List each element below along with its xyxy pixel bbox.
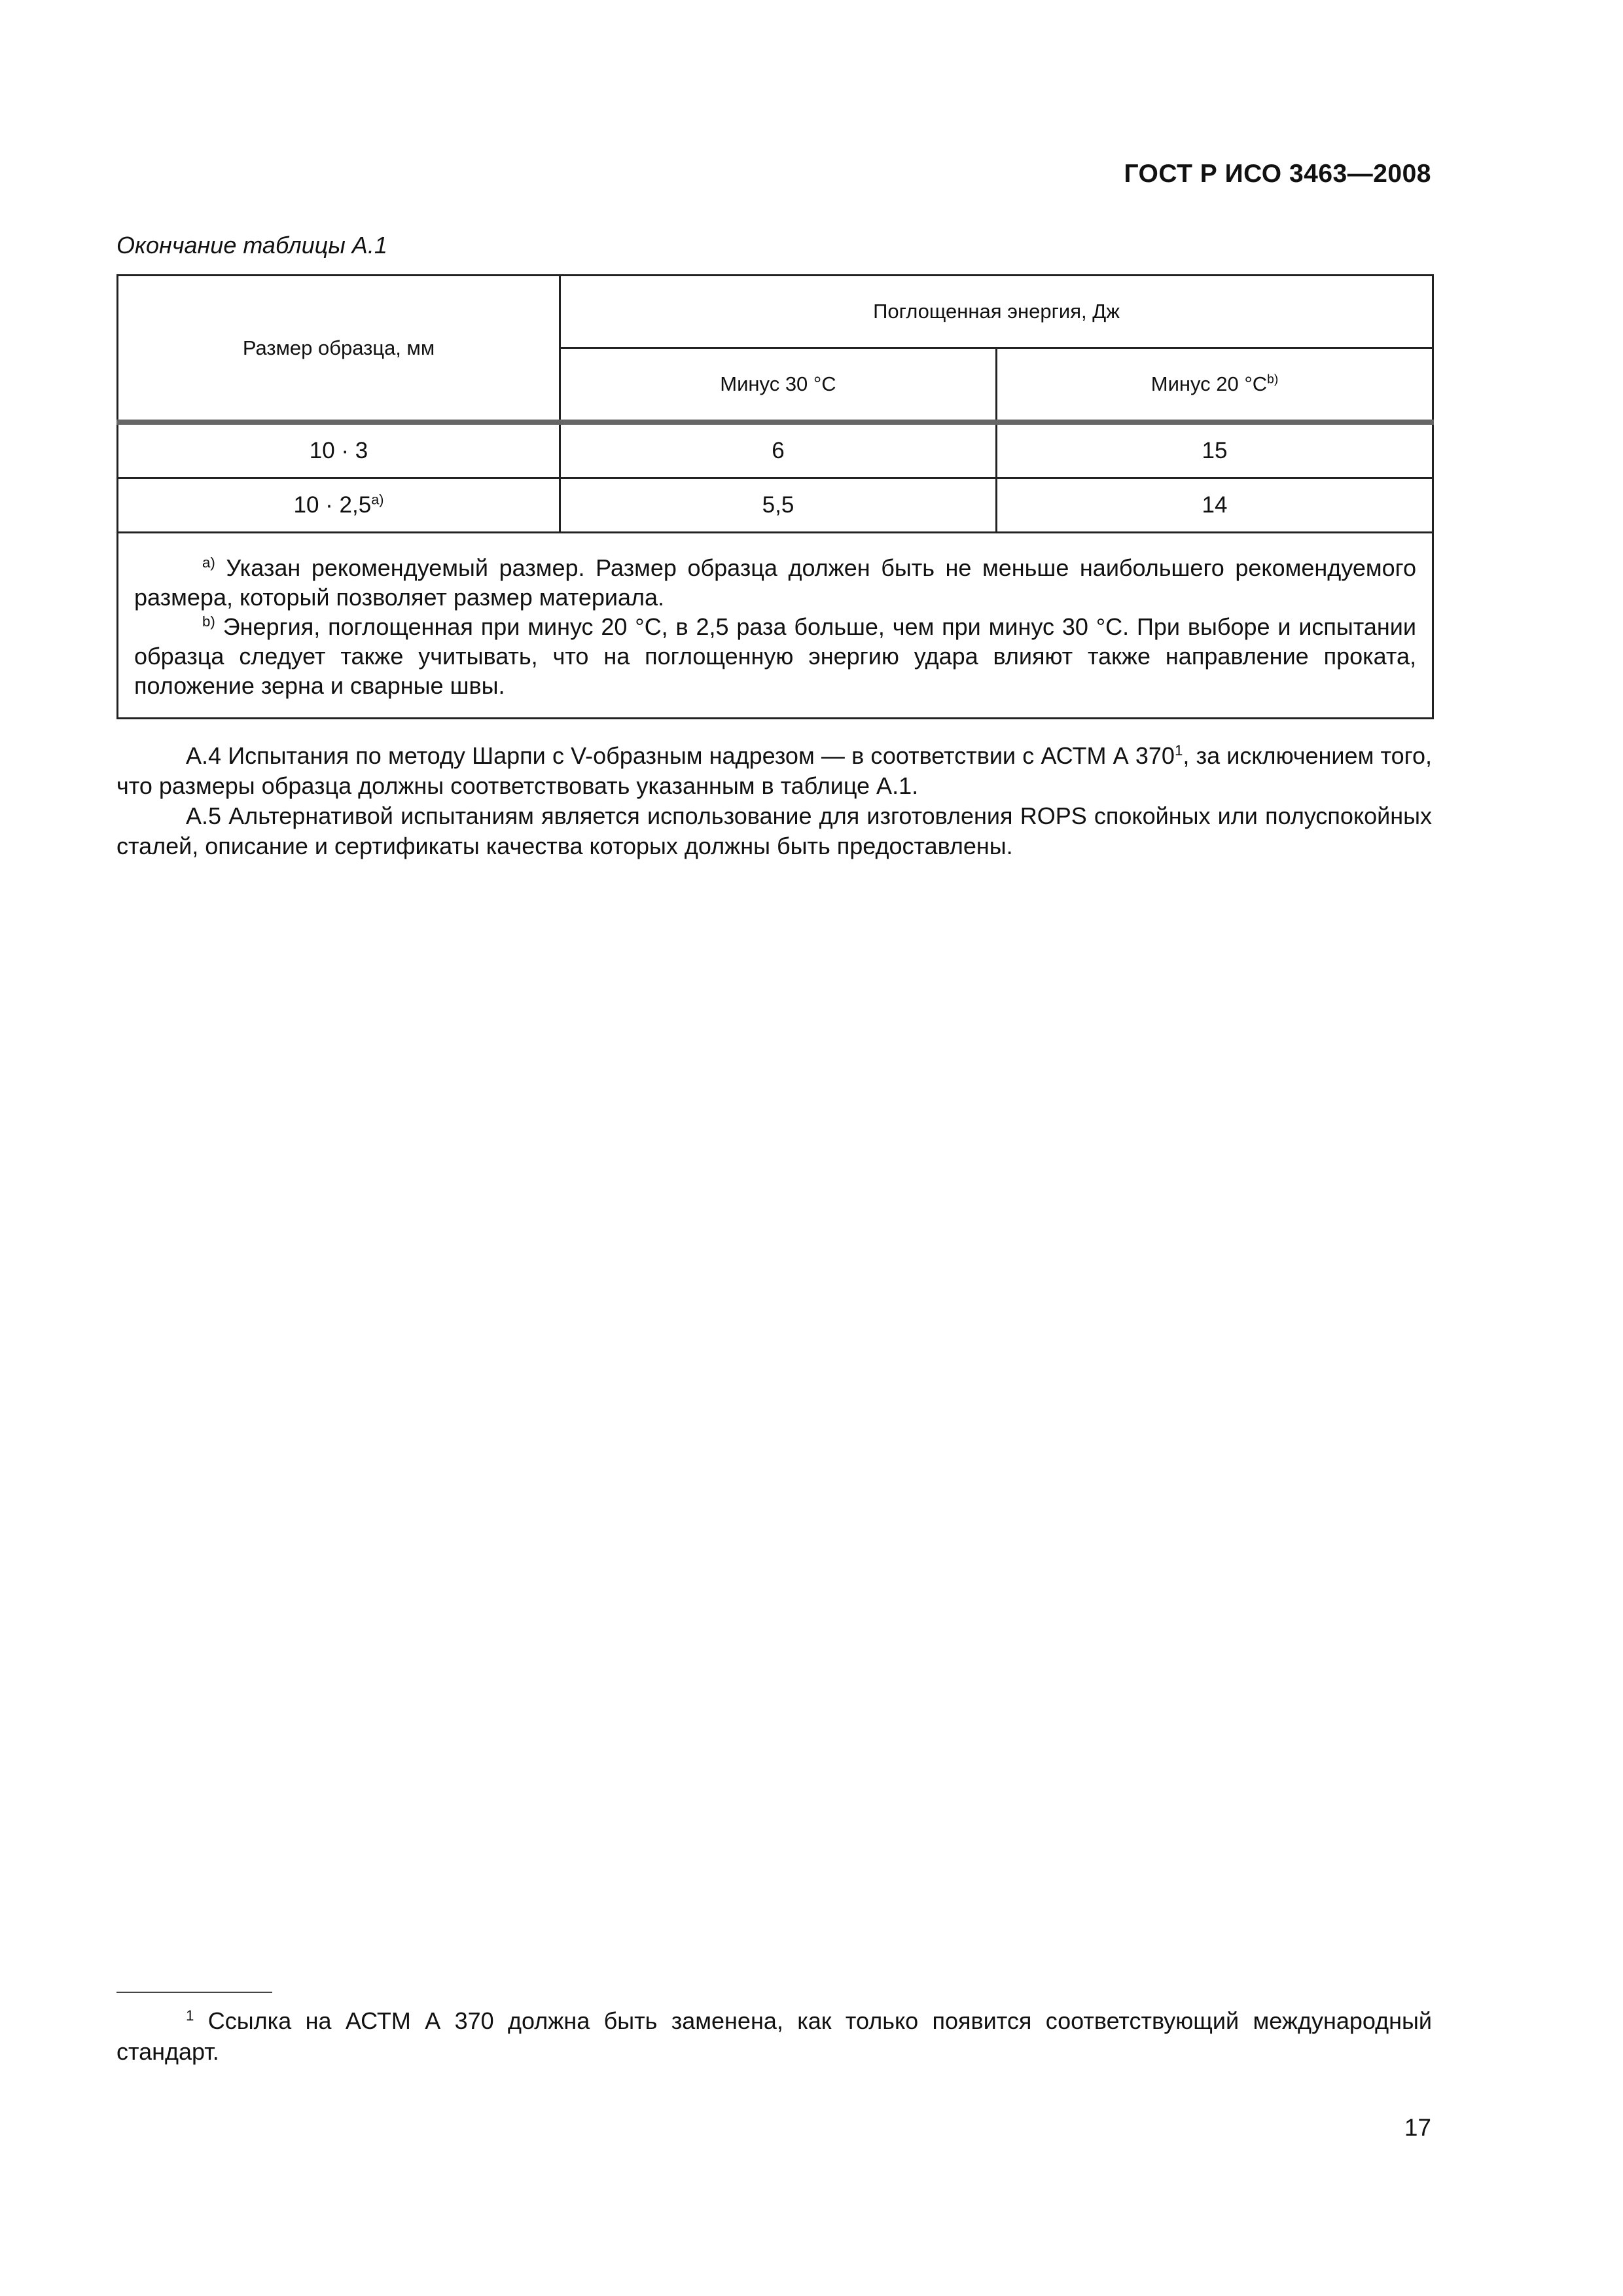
table-note-a [134,553,1416,612]
table-caption: Окончание таблицы А.1 [116,232,387,259]
table-row [118,422,1433,478]
column-header-size: Размер образца, мм [118,276,560,423]
footnote-mark: 1 [186,2007,194,2024]
cell-size [118,478,560,533]
paragraph-a4-text: А.4 Испытания по методу Шарпи с V-образным надрезом — в соответствии с АСТМ А 370 [186,742,1175,769]
note-mark: b) [202,613,215,630]
table-note-b [134,612,1416,700]
table-row [118,478,1433,533]
energy-table [116,274,1434,719]
column-header-minus30: Минус 30 °С [560,348,997,423]
footnote-mark-b: b) [1267,372,1279,387]
column-header-minus20-label: Минус 20 °С [1150,372,1268,395]
note-text: Указан рекомендуемый размер. Размер образца должен быть не меньше наибольшего рекомендуемого размера, который позволяет размер материала. [134,554,1417,611]
cell-size [118,422,560,478]
footnote-divider [116,1992,272,1993]
paragraph-a5: А.5 Альтернативой испытаниям является использование для изготовления ROPS спокойных или полуспокойных сталей, описание и сертификаты качества которых должны быть предоставлены. [116,802,1432,859]
footnote-text: Ссылка на АСТМ А 370 должна быть заменена, как только появится соответствующий международный стандарт. [116,2007,1432,2065]
document-header: ГОСТ Р ИСО 3463—2008 [1124,160,1431,188]
cell-minus30: 6 [560,422,997,478]
footnote [116,2005,1432,2067]
cell-minus30: 5,5 [560,478,997,533]
cell-minus20: 14 [997,478,1433,533]
cell-size-value: 10 · 3 [309,438,368,463]
cell-minus20: 15 [997,422,1433,478]
paragraph-a4-tail: , за исключением того, что размеры образца должны соответствовать указанным в таблице А.1. [116,742,1432,799]
column-header-minus20 [997,348,1433,423]
paragraph-a4 [116,741,1432,801]
cell-size-mark: а) [371,491,384,508]
page-number: 17 [1404,2114,1431,2141]
table-notes [118,533,1433,719]
note-mark: а) [202,554,215,571]
note-text: Энергия, поглощенная при минус 20 °С, в 2,5 раза больше, чем при минус 30 °С. При выборе и испытании образца следует также учитывать, что на поглощенную энергию удара влияют также направление проката, положение зерна и сварные швы. [134,613,1417,699]
cell-size-value: 10 · 2,5 [293,492,372,518]
footnote-ref: 1 [1174,742,1183,759]
group-header-energy: Поглощенная энергия, Дж [560,276,1433,348]
